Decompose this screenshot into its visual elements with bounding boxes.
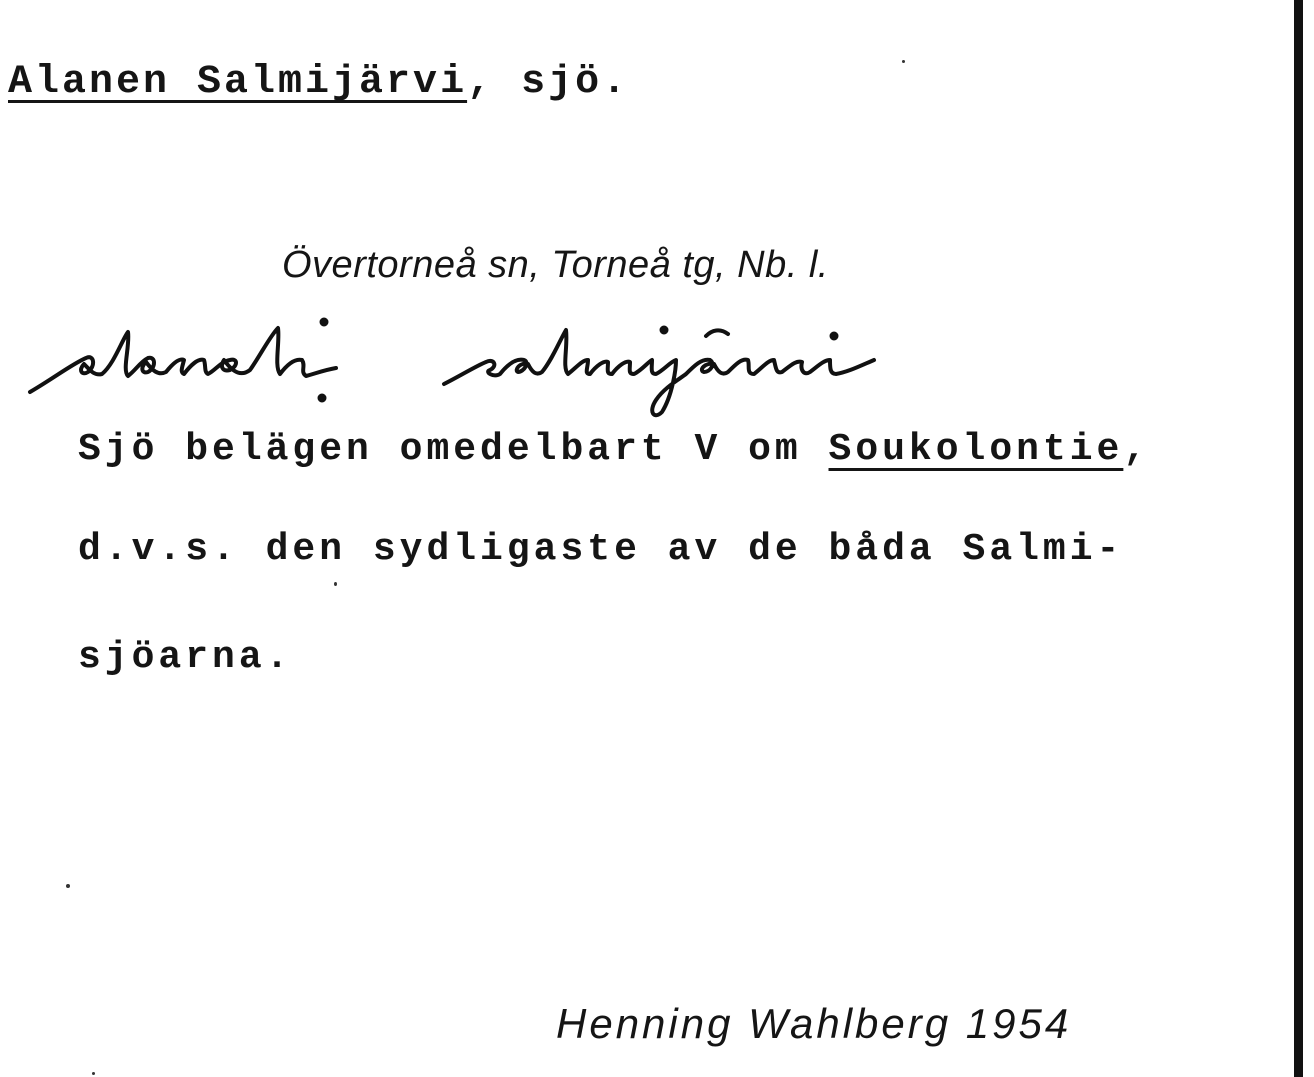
signature: Henning Wahlberg 1954 bbox=[556, 1000, 1072, 1047]
card-heading bbox=[8, 60, 629, 105]
paper-speck bbox=[902, 60, 905, 63]
feature-type: sjö. bbox=[521, 60, 630, 105]
heading-separator: , bbox=[467, 60, 495, 105]
handwriting-drawing bbox=[24, 300, 944, 440]
description-text-1: Sjö belägen omedelbart V om bbox=[78, 428, 829, 471]
road-name: Soukolontie bbox=[828, 428, 1124, 471]
handwritten-name bbox=[24, 300, 944, 440]
place-line: Övertorneå sn, Torneå tg, Nb. l. bbox=[282, 244, 829, 286]
description-line-1 bbox=[78, 428, 1150, 471]
description-line-3: sjöarna. bbox=[78, 636, 293, 679]
paper-speck bbox=[66, 884, 70, 888]
description-comma: , bbox=[1123, 428, 1151, 471]
lake-name: Alanen Salmijärvi bbox=[8, 60, 468, 105]
paper-speck bbox=[334, 582, 337, 586]
card-edge-line bbox=[1294, 0, 1303, 1077]
paper-speck bbox=[92, 1072, 95, 1075]
description-line-2: d.v.s. den sydligaste av de båda Salmi- bbox=[78, 528, 1124, 571]
